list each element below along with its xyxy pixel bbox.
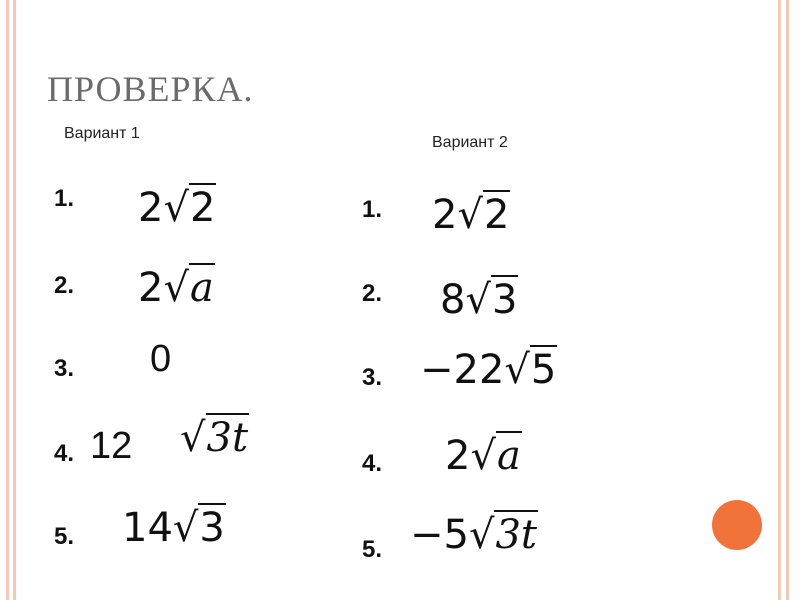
v2-answer-5-coef: −5 — [410, 512, 469, 558]
v2-answer-3-radicand: 5 — [530, 347, 557, 393]
v2-answer-2-radicand: 3 — [491, 277, 518, 323]
v2-answer-3-number: 3. — [362, 364, 383, 391]
v1-answer-5-number: 5. — [54, 523, 75, 550]
v1-answer-2-coef: 2 — [138, 265, 164, 311]
v2-answer-5-number: 5. — [362, 536, 383, 563]
v2-answer-2-number: 2. — [362, 280, 383, 307]
v2-answer-1-coef: 2 — [432, 192, 458, 238]
v1-answer-1-coef: 2 — [138, 185, 164, 231]
v1-answer-4-radicand: 3t — [206, 415, 249, 461]
v2-answer-1-expression: 2√2 — [432, 192, 510, 238]
v1-answer-5-expression: 14√3 — [122, 505, 225, 551]
v1-answer-1-radicand: 2 — [189, 185, 216, 231]
accent-circle — [712, 500, 762, 550]
slide-title: ПРОВЕРКА. — [47, 69, 254, 109]
v1-answer-3-value: 0 — [150, 338, 172, 380]
v2-answer-4-expression: 2√a — [445, 433, 521, 479]
left-stripe — [6, 0, 9, 600]
v2-answer-1-number: 1. — [362, 196, 383, 223]
variant2-heading: Вариант 2 — [432, 134, 508, 151]
v1-answer-4-prefix: 12 — [90, 425, 133, 467]
v2-answer-4-coef: 2 — [445, 433, 471, 479]
right-stripe — [778, 0, 781, 600]
v1-answer-1-number: 1. — [54, 185, 75, 212]
v2-answer-5-radicand: 3t — [495, 512, 537, 558]
v2-answer-4-radicand: a — [496, 433, 521, 479]
v2-answer-3-expression: −22√5 — [420, 347, 557, 393]
v2-answer-3-coef: −22 — [420, 347, 505, 393]
v1-answer-2-radicand: a — [189, 265, 214, 311]
v2-answer-1-radicand: 2 — [483, 192, 510, 238]
variant1-heading: Вариант 1 — [64, 125, 140, 142]
v1-answer-5-radicand: 3 — [199, 505, 225, 551]
v1-answer-4-expression: √3t — [180, 415, 249, 461]
v1-answer-3-number: 3. — [54, 355, 75, 382]
right-stripe — [786, 0, 789, 600]
v1-answer-2-number: 2. — [54, 272, 75, 299]
left-stripe — [13, 0, 16, 600]
v2-answer-2-expression: 8√3 — [440, 277, 518, 323]
v1-answer-1-expression: 2√2 — [138, 185, 216, 231]
v2-answer-2-coef: 8 — [440, 277, 466, 323]
v1-answer-5-coef: 14 — [122, 505, 173, 551]
v2-answer-5-expression: −5√3t — [410, 512, 537, 558]
v1-answer-4-number: 4. — [54, 440, 75, 467]
v1-answer-2-expression: 2√a — [138, 265, 214, 311]
v2-answer-4-number: 4. — [362, 450, 383, 477]
